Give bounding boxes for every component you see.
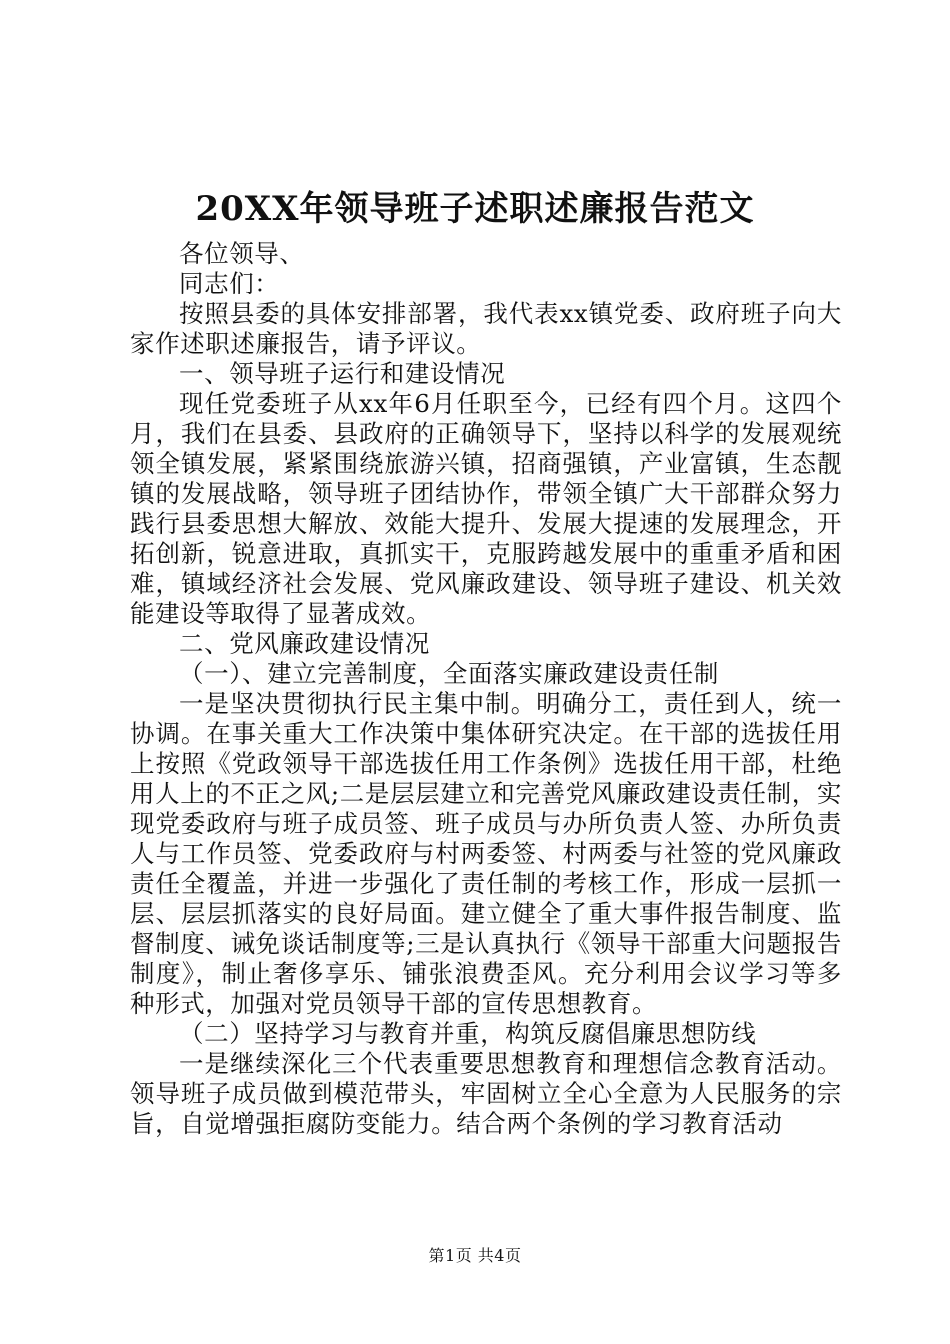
document-title: 20XX年领导班子述职述廉报告范文 bbox=[195, 189, 755, 229]
subsection-1-paragraph: 一是坚决贯彻执行民主集中制。明确分工，责任到人，统一协调。在事关重大工作决策中集体研究决定。在干部的选拔任用上按照《党政领导干部选拔任用工作条例》选拔任用干部，杜绝用人上的不正之风;二是层层建立和完善党风廉政建设责任制，实现党委政府与班子成员签、班子成员与办所负责人签、办所负责人与工作员签、党委政府与村两委签、村两委与社签的党风廉政责任全覆盖，并进一步强化了责任制的考核工作，形成一层抓一层、层层抓落实的良好局面。建立健全了重大事件报告制度、监督制度、诫免谈话制度等;三是认真执行《领导干部重大问题报告制度》，制止奢侈享乐、铺张浪费歪风。充分利用会议学习等多种形式，加强对党员领导干部的宣传思想教育。 bbox=[130, 689, 842, 1018]
page-footer: 第1页 共4页 bbox=[428, 1246, 522, 1265]
subsection-2-paragraph: 一是继续深化三个代表重要思想教育和理想信念教育活动。领导班子成员做到模范带头，牢固树立全心全意为人民服务的宗旨，自觉增强拒腐防变能力。结合两个条例的学习教育活动 bbox=[130, 1049, 842, 1138]
subsection-heading-2: （二）坚持学习与教育并重，构筑反腐倡廉思想防线 bbox=[179, 1019, 757, 1048]
section-1-paragraph: 现任党委班子从xx年6月任职至今，已经有四个月。这四个月，我们在县委、县政府的正确领导下，坚持以科学的发展观统领全镇发展，紧紧围绕旅游兴镇，招商强镇，产业富镇，生态靓镇的发展战略，领导班子团结协作，带领全镇广大干部群众努力践行县委思想大解放、效能大提升、发展大提速的发展理念，开拓创新，锐意进取，真抓实干，克服跨越发展中的重重矛盾和困难，镇域经济社会发展、党风廉政建设、领导班子建设、机关效能建设等取得了显著成效。 bbox=[130, 389, 842, 628]
subsection-heading-1: （一）、建立完善制度，全面落实廉政建设责任制 bbox=[179, 659, 719, 688]
intro-paragraph: 按照县委的具体安排部署，我代表xx镇党委、政府班子向大家作述职述廉报告，请予评议。 bbox=[130, 299, 842, 358]
section-heading-2: 二、党风廉政建设情况 bbox=[179, 629, 430, 658]
salutation-comrades: 同志们： bbox=[179, 269, 280, 298]
document-body bbox=[130, 239, 842, 1139]
salutation-leaders: 各位领导、 bbox=[179, 239, 305, 268]
section-heading-1: 一、领导班子运行和建设情况 bbox=[179, 359, 506, 388]
